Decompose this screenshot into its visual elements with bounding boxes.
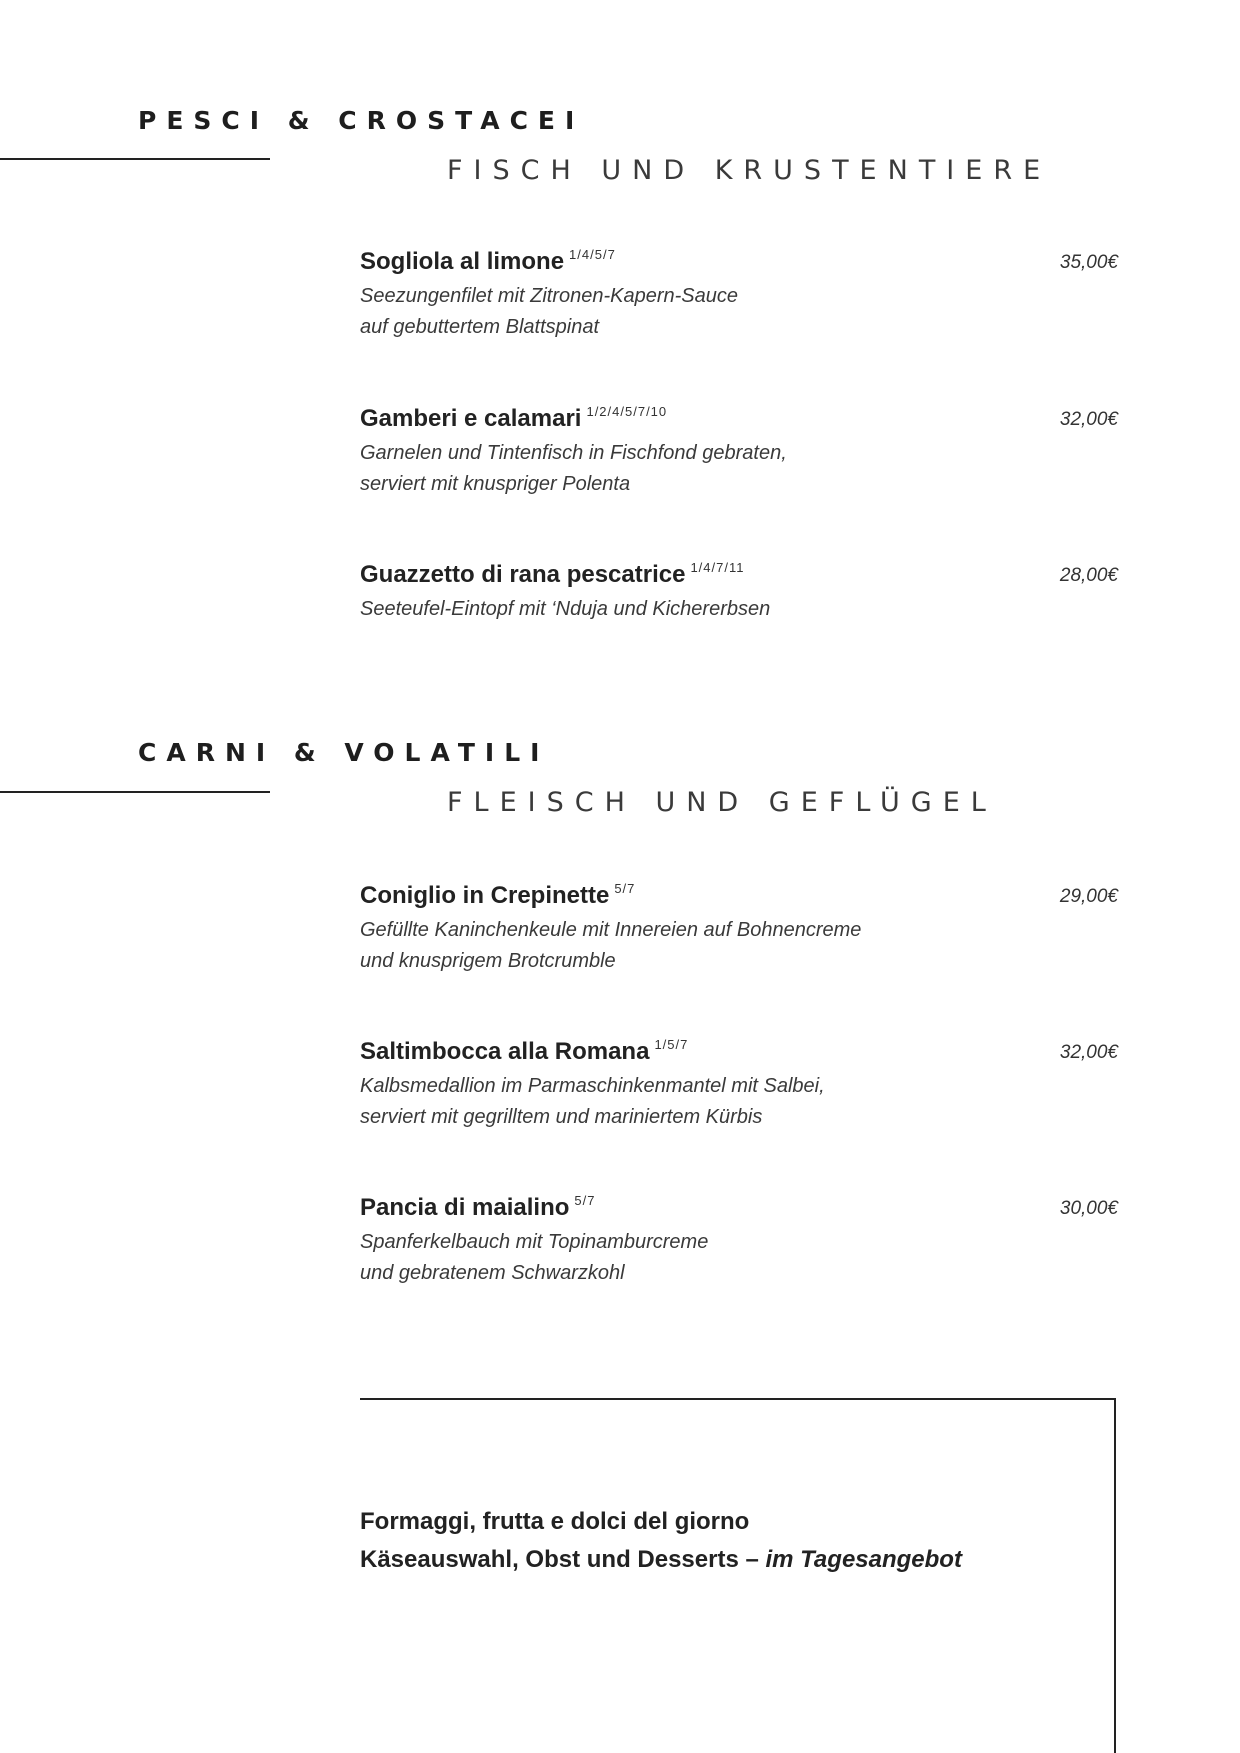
dish-description	[360, 1071, 825, 1133]
description-line: und gebratenem Schwarzkohl	[360, 1262, 625, 1284]
footer-note	[360, 1503, 962, 1579]
section-title-carni: CARNI & VOLATILI	[138, 738, 550, 767]
menu-item	[360, 560, 1120, 660]
dish-price: 35,00€	[1059, 252, 1118, 273]
dish-description	[360, 1227, 708, 1289]
description-line: auf gebuttertem Blattspinat	[360, 316, 600, 338]
description-line: serviert mit knuspriger Polenta	[360, 473, 631, 495]
menu-item	[360, 1037, 1120, 1137]
menu-item	[360, 881, 1120, 981]
dish-name: Saltimbocca alla Romana $^{1/5/7}$	[360, 1037, 689, 1065]
dish-description	[360, 438, 787, 500]
allergen-codes: 1/5/7	[654, 1037, 689, 1052]
menu-item	[360, 1193, 1120, 1293]
footer-line-italian: Formaggi, frutta e dolci del giorno	[360, 1508, 750, 1535]
section-subtitle-fisch: FISCH UND KRUSTENTIERE	[447, 155, 1052, 186]
description-line: Seezungenfilet mit Zitronen-Kapern-Sauce	[360, 285, 738, 307]
dish-description	[360, 594, 770, 625]
dish-price: 32,00€	[1059, 409, 1118, 430]
footer-box-top-border	[360, 1398, 1116, 1400]
allergen-codes: 1/4/5/7	[569, 247, 616, 262]
dish-name: Pancia di maialino $^{5/7}$	[360, 1193, 596, 1221]
section-divider	[0, 158, 270, 160]
allergen-codes: 5/7	[574, 1193, 596, 1208]
dish-name: Sogliola al limone $^{1/4/5/7}$	[360, 247, 616, 275]
dish-name: Coniglio in Crepinette $^{5/7}$	[360, 881, 636, 909]
footer-daily-offer: im Tagesangebot	[765, 1546, 962, 1573]
description-line: Kalbsmedallion im Parmaschinkenmantel mit Salbei,	[360, 1075, 825, 1097]
menu-item	[360, 247, 1120, 347]
footer-box-right-border	[1114, 1398, 1116, 1753]
dish-price: 29,00€	[1059, 886, 1118, 907]
allergen-codes: 1/2/4/5/7/10	[586, 404, 668, 419]
dish-description	[360, 281, 738, 343]
description-line: Garnelen und Tintenfisch in Fischfond gebraten,	[360, 442, 787, 464]
menu-item	[360, 404, 1120, 504]
footer-line-german: Käseauswahl, Obst und Desserts – im Tagesangebot	[360, 1546, 962, 1573]
dish-price: 28,00€	[1059, 565, 1118, 586]
dish-name: Guazzetto di rana pescatrice $^{1/4/7/11}$	[360, 560, 745, 588]
dish-price: 30,00€	[1059, 1198, 1118, 1219]
description-line: Gefüllte Kaninchenkeule mit Innereien auf Bohnencreme	[360, 919, 862, 941]
section-title-pesci: PESCI & CROSTACEI	[138, 106, 585, 135]
description-line: Spanferkelbauch mit Topinamburcreme	[360, 1231, 709, 1253]
section-divider	[0, 791, 270, 793]
dish-price: 32,00€	[1059, 1042, 1118, 1063]
dish-name: Gamberi e calamari $^{1/2/4/5/7/10}$	[360, 404, 668, 432]
allergen-codes: 5/7	[614, 881, 636, 896]
description-line: serviert mit gegrilltem und mariniertem Kürbis	[360, 1106, 763, 1128]
section-subtitle-fleisch: FLEISCH UND GEFLÜGEL	[447, 787, 997, 818]
allergen-codes: 1/4/7/11	[690, 560, 745, 575]
description-line: und knusprigem Brotcrumble	[360, 950, 616, 972]
description-line: Seeteufel-Eintopf mit ‘Nduja und Kichererbsen	[360, 598, 771, 620]
dish-description	[360, 915, 861, 977]
